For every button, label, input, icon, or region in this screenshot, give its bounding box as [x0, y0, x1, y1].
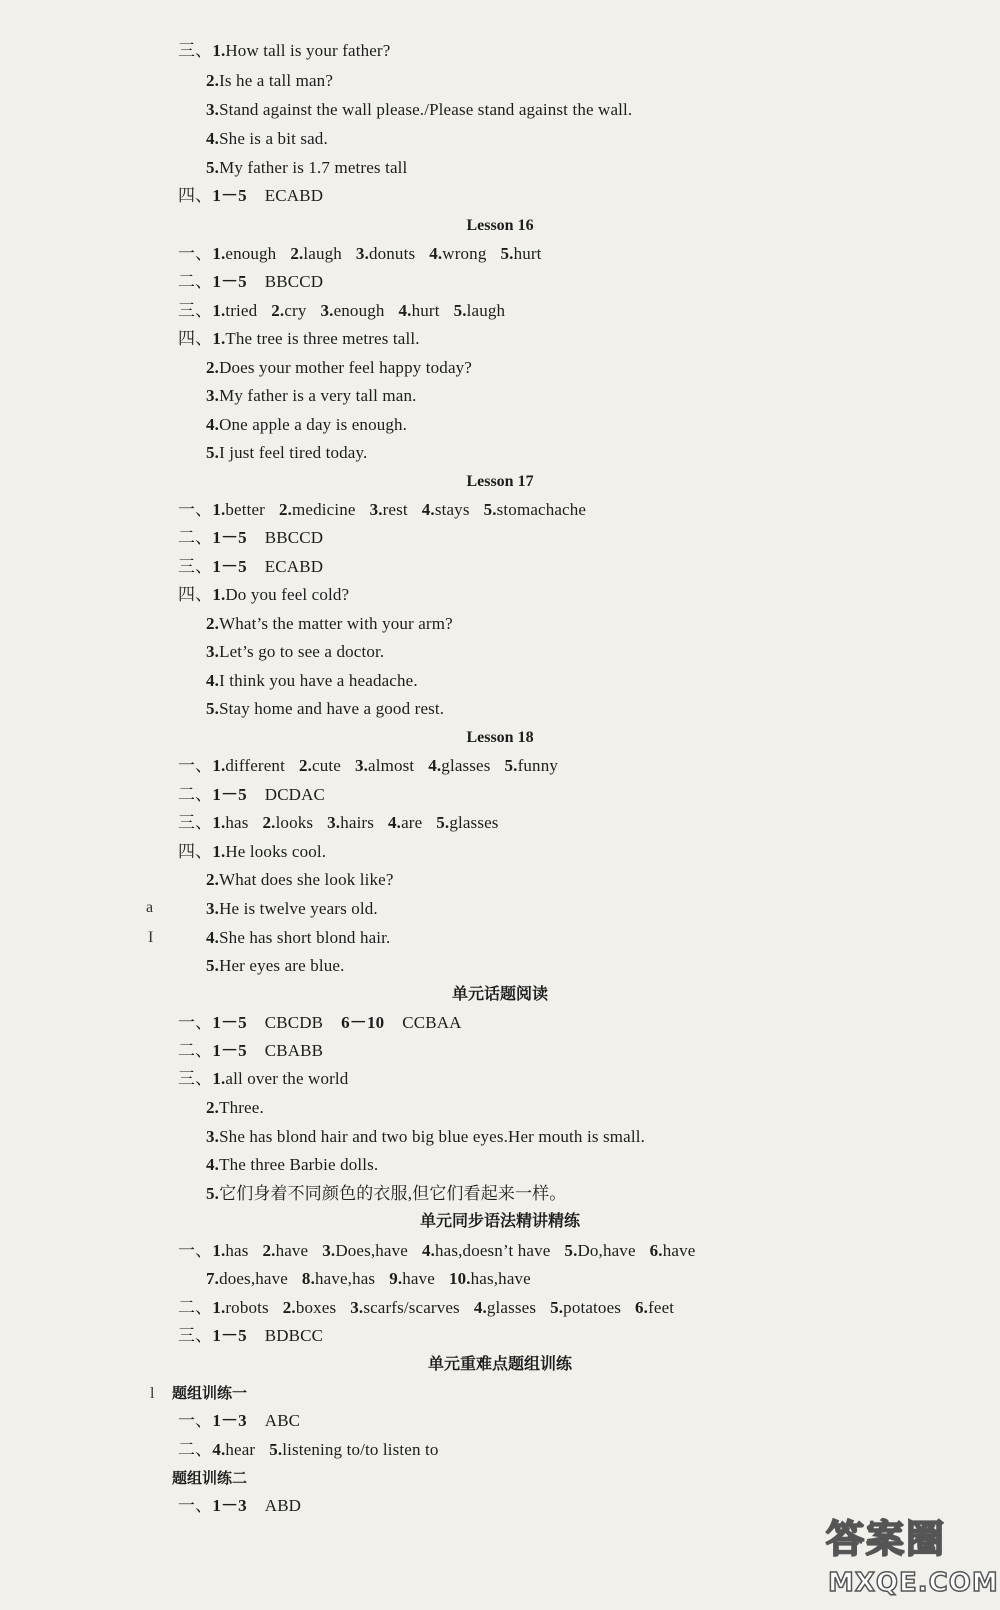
item-number: 4. — [421, 1241, 436, 1260]
answer-item — [321, 301, 385, 320]
answer-item — [212, 813, 248, 832]
answer-item — [501, 244, 542, 263]
answer-line — [178, 1012, 462, 1034]
answer-text: Do you feel cold? — [225, 585, 350, 604]
item-range: 6－10 — [341, 1013, 385, 1032]
answer-text: laugh — [303, 244, 342, 263]
answer-text: wrong — [442, 244, 487, 263]
answer-text: hear — [225, 1440, 256, 1459]
answer-item — [356, 244, 415, 263]
answer-item — [206, 1269, 288, 1288]
answer-text: potatoes — [563, 1298, 622, 1317]
answer-text: My father is a very tall man. — [219, 386, 417, 405]
item-number: 5. — [453, 301, 467, 320]
section-title: 单元同步语法精讲精练 — [419, 1213, 580, 1230]
item-number: 2. — [206, 358, 220, 377]
item-number: 5. — [564, 1241, 578, 1260]
item-number: 4. — [212, 1440, 226, 1459]
watermark-logo — [826, 1508, 999, 1604]
item-number: 1. — [212, 41, 226, 60]
item-number: 5. — [483, 500, 497, 519]
item-number: 2. — [290, 244, 304, 263]
answer-text: glasses — [441, 756, 491, 775]
answer-letters: ECABD — [264, 186, 324, 205]
answer-item — [212, 500, 265, 519]
item-number: 5. — [206, 443, 220, 462]
item-number: 2. — [206, 870, 220, 889]
watermark-bottom-text: MXQE.COM — [828, 1568, 999, 1598]
answer-item — [635, 1298, 674, 1317]
answer-line — [206, 1097, 264, 1119]
section-title: Lesson 17 — [466, 473, 534, 490]
answer-text: One apple a day is enough. — [219, 415, 408, 434]
answer-text: She has blond hair and two big blue eyes.Her mouth is small. — [219, 1127, 645, 1146]
answer-item — [279, 500, 356, 519]
answer-line — [206, 613, 453, 635]
item-number: 2. — [278, 500, 293, 519]
answer-text: Let’s go to see a doctor. — [219, 642, 385, 661]
answer-line — [206, 641, 384, 663]
answer-letters: CBCDB — [264, 1013, 324, 1032]
answer-item — [322, 1241, 408, 1260]
answer-line — [178, 243, 542, 265]
answer-item — [388, 813, 422, 832]
section-number: 三、 — [178, 557, 213, 577]
answer-item — [355, 756, 414, 775]
section-number: 二、 — [178, 1440, 213, 1460]
item-number: 4. — [206, 928, 220, 947]
answer-item — [302, 1269, 375, 1288]
section-number: 一、 — [178, 1241, 213, 1261]
answer-line — [178, 271, 323, 293]
section-number: 四、 — [178, 842, 213, 862]
answer-text: boxes — [295, 1298, 337, 1317]
item-number: 1. — [212, 301, 226, 320]
item-number: 5. — [504, 756, 518, 775]
answer-line — [178, 812, 499, 834]
item-number: 3. — [355, 244, 369, 263]
answer-item — [389, 1269, 435, 1288]
answer-line — [178, 784, 325, 806]
item-range: 1－5 — [212, 528, 247, 547]
answer-line — [178, 1068, 348, 1090]
item-number: 2. — [282, 1298, 296, 1317]
section-number: 二、 — [178, 1041, 213, 1061]
item-number: 3. — [350, 1298, 364, 1317]
item-number: 1. — [212, 500, 226, 519]
answer-line — [178, 584, 349, 606]
item-number: 4. — [428, 756, 442, 775]
item-number: 4. — [398, 301, 412, 320]
answer-text: funny — [517, 756, 558, 775]
item-number: 2. — [262, 1241, 276, 1260]
answer-item — [271, 301, 306, 320]
item-number: 5. — [269, 1440, 283, 1459]
answer-line — [206, 927, 390, 949]
answer-item — [212, 1241, 248, 1260]
section-number: 二、 — [178, 272, 213, 292]
item-number: 2. — [262, 813, 276, 832]
answer-line — [206, 128, 328, 150]
answer-item — [350, 1298, 460, 1317]
answer-text: 它们身着不同颜色的衣服,但它们看起来一样。 — [219, 1184, 567, 1203]
answer-text: tried — [225, 301, 258, 320]
item-range: 1－5 — [212, 186, 247, 205]
item-number: 1. — [212, 244, 226, 263]
section-title: 单元话题阅读 — [451, 986, 548, 1003]
answer-text: Three. — [219, 1098, 264, 1117]
section-number: 一、 — [178, 1411, 213, 1431]
answer-line — [178, 328, 420, 350]
item-number: 1. — [212, 585, 226, 604]
answer-line — [206, 698, 444, 720]
item-number: 4. — [421, 500, 435, 519]
answer-letters: DCDAC — [264, 785, 326, 804]
section-number: 三、 — [178, 1326, 213, 1346]
answer-item — [263, 1241, 309, 1260]
answer-text: She is a bit sad. — [219, 129, 328, 148]
answer-line — [178, 1297, 674, 1319]
section-number: 三、 — [178, 813, 213, 833]
item-range: 1－5 — [212, 1326, 247, 1345]
item-number: 1. — [212, 329, 226, 348]
answer-text: has,have — [470, 1269, 531, 1288]
margin-mark: a — [146, 899, 154, 916]
answer-line — [206, 1154, 378, 1176]
item-number: 1. — [212, 842, 226, 861]
item-number: 5. — [436, 813, 450, 832]
answer-line — [178, 1325, 323, 1347]
margin-mark: I — [148, 929, 154, 946]
answer-text: What does she look like? — [219, 870, 394, 889]
answer-text: donuts — [368, 244, 416, 263]
item-number: 1. — [212, 1298, 226, 1317]
answer-line — [206, 955, 344, 977]
item-range: 1－5 — [212, 1013, 247, 1032]
item-number: 3. — [322, 1241, 336, 1260]
answer-text: are — [401, 813, 423, 832]
item-number: 3. — [206, 386, 220, 405]
answer-item — [263, 813, 314, 832]
answer-item — [283, 1298, 336, 1317]
section-number: 二、 — [178, 785, 213, 805]
answer-item — [212, 1440, 255, 1459]
answer-line — [178, 1495, 301, 1517]
answer-line — [178, 185, 323, 207]
margin-mark: l — [150, 1385, 155, 1402]
item-number: 4. — [429, 244, 443, 263]
item-range: 1－5 — [212, 1041, 247, 1060]
answer-text: I think you have a headache. — [219, 671, 418, 690]
answer-text: robots — [225, 1298, 269, 1317]
answer-item — [212, 756, 285, 775]
item-number: 10. — [448, 1269, 471, 1288]
watermark-top-text: 答案圈 — [826, 1517, 947, 1561]
answer-item — [299, 756, 341, 775]
answer-item — [474, 1298, 536, 1317]
item-number: 4. — [206, 671, 220, 690]
answer-letters: BDBCC — [264, 1326, 324, 1345]
answer-letters: ABD — [264, 1496, 302, 1515]
item-number: 5. — [206, 158, 220, 177]
answer-item — [454, 301, 506, 320]
answer-item — [327, 813, 374, 832]
answer-line — [178, 841, 326, 863]
answer-text: almost — [368, 756, 415, 775]
answer-text: stays — [434, 500, 470, 519]
answer-line — [206, 898, 378, 920]
item-range: 1－3 — [212, 1496, 247, 1515]
item-number: 4. — [206, 415, 220, 434]
answer-text: The tree is three metres tall. — [225, 329, 420, 348]
item-number: 9. — [389, 1269, 403, 1288]
item-number: 5. — [206, 956, 220, 975]
answer-line — [206, 1126, 645, 1148]
answer-text: has — [225, 813, 249, 832]
item-range: 1－5 — [212, 272, 247, 291]
item-range: 1－3 — [212, 1411, 247, 1430]
answer-text: better — [225, 500, 265, 519]
answer-line — [206, 670, 418, 692]
item-number: 3. — [327, 813, 341, 832]
answer-text: have — [402, 1269, 435, 1288]
item-number: 1. — [212, 1069, 226, 1088]
answer-item — [212, 244, 276, 263]
answer-item — [212, 301, 257, 320]
section-number: 四、 — [178, 186, 213, 206]
section-number: 三、 — [178, 1069, 213, 1089]
item-number: 5. — [500, 244, 514, 263]
item-number: 8. — [301, 1269, 315, 1288]
answer-text: have — [662, 1241, 696, 1260]
answer-line — [206, 385, 417, 407]
item-range: 1－5 — [212, 785, 247, 804]
item-number: 2. — [298, 756, 313, 775]
answer-line — [178, 300, 505, 322]
group-heading: 题组训练一 — [172, 1384, 248, 1402]
answer-text: Stand against the wall please./Please stand against the wall. — [219, 100, 633, 119]
item-number: 6. — [635, 1298, 649, 1317]
section-number: 四、 — [178, 329, 213, 349]
item-number: 5. — [206, 699, 220, 718]
answer-line — [206, 157, 407, 179]
item-number: 1. — [212, 756, 226, 775]
answer-item — [422, 1241, 550, 1260]
answer-item — [564, 1241, 635, 1260]
section-number: 一、 — [178, 500, 213, 520]
answer-line — [206, 70, 333, 92]
answer-line — [206, 99, 632, 121]
answer-item — [650, 1241, 696, 1260]
answer-text: hairs — [340, 813, 375, 832]
answer-text: cry — [284, 301, 307, 320]
item-number: 3. — [369, 500, 383, 519]
answer-text: medicine — [292, 500, 356, 519]
item-number: 4. — [473, 1298, 487, 1317]
answer-text: rest — [382, 500, 408, 519]
answer-line — [206, 1183, 566, 1205]
answer-text: hurt — [411, 301, 440, 320]
answer-text: The three Barbie dolls. — [219, 1155, 379, 1174]
answer-line — [206, 869, 394, 891]
group-heading: 题组训练二 — [172, 1469, 248, 1487]
section-title: Lesson 18 — [466, 729, 534, 746]
answer-line — [178, 556, 323, 578]
answer-letters: ECABD — [264, 557, 324, 576]
item-number: 3. — [206, 899, 220, 918]
section-number: 二、 — [178, 528, 213, 548]
answer-text: have — [275, 1241, 309, 1260]
item-number: 2. — [271, 301, 285, 320]
answer-item — [429, 244, 486, 263]
answer-line — [178, 499, 586, 521]
answer-text: Stay home and have a good rest. — [219, 699, 445, 718]
section-number: 一、 — [178, 1496, 213, 1516]
answer-item — [422, 500, 470, 519]
answer-text: cute — [312, 756, 341, 775]
answer-item — [370, 500, 408, 519]
answer-text: What’s the matter with your arm? — [219, 614, 453, 633]
answer-text: does,have — [219, 1269, 288, 1288]
answer-text: all over the world — [225, 1069, 349, 1088]
answer-text: My father is 1.7 metres tall — [219, 158, 408, 177]
section-title: 单元重难点题组训练 — [427, 1356, 572, 1373]
item-number: 3. — [206, 100, 220, 119]
answer-text: She has short blond hair. — [219, 928, 391, 947]
answer-text: different — [225, 756, 285, 775]
answer-item — [399, 301, 440, 320]
answer-text: has — [225, 1241, 249, 1260]
answer-item — [436, 813, 498, 832]
answer-line — [178, 1040, 323, 1062]
answer-text: Is he a tall man? — [219, 71, 334, 90]
item-number: 4. — [206, 129, 220, 148]
section-number: 三、 — [178, 301, 213, 321]
answer-line — [178, 527, 323, 549]
section-number: 四、 — [178, 585, 213, 605]
item-range: 1－5 — [212, 557, 247, 576]
answer-item — [290, 244, 342, 263]
answer-text: laugh — [466, 301, 506, 320]
answer-line — [206, 414, 407, 436]
answer-line — [178, 1410, 300, 1432]
answer-text: scarfs/scarves — [363, 1298, 460, 1317]
answer-item — [428, 756, 490, 775]
answer-text: enough — [333, 301, 385, 320]
answer-text: Her eyes are blue. — [219, 956, 345, 975]
section-number: 一、 — [178, 756, 213, 776]
answer-text: glasses — [449, 813, 499, 832]
answer-text: He is twelve years old. — [219, 899, 378, 918]
answer-text: has,doesn’t have — [435, 1241, 551, 1260]
answer-letters: BBCCD — [264, 528, 324, 547]
section-number: 三、 — [178, 41, 213, 61]
answer-item — [269, 1440, 438, 1459]
answer-text: Does,have — [335, 1241, 408, 1260]
answer-line — [206, 442, 367, 464]
item-number: 1. — [212, 1241, 226, 1260]
answer-text: enough — [225, 244, 277, 263]
item-number: 3. — [206, 642, 220, 661]
item-number: 5. — [206, 1184, 220, 1203]
answer-line — [178, 1240, 695, 1262]
answer-item — [550, 1298, 621, 1317]
answer-item — [484, 500, 587, 519]
answer-text: How tall is your father? — [225, 41, 391, 60]
answer-letters: CBABB — [264, 1041, 324, 1060]
answer-line — [206, 357, 472, 379]
item-number: 7. — [206, 1269, 220, 1288]
item-number: 3. — [320, 301, 334, 320]
item-number: 2. — [206, 1098, 220, 1117]
answer-letters: BBCCD — [264, 272, 324, 291]
section-title: Lesson 16 — [466, 217, 534, 234]
answer-line — [206, 1268, 531, 1290]
answer-text: glasses — [486, 1298, 537, 1317]
answer-line — [178, 1439, 439, 1461]
answer-text: Do,have — [577, 1241, 636, 1260]
answer-text: stomachache — [496, 500, 587, 519]
section-number: 一、 — [178, 244, 213, 264]
answer-text: looks — [275, 813, 314, 832]
answer-text: I just feel tired today. — [219, 443, 368, 462]
answer-text: feet — [648, 1298, 675, 1317]
answer-item — [212, 1298, 268, 1317]
item-number: 2. — [206, 614, 220, 633]
item-number: 4. — [388, 813, 402, 832]
answer-text: hurt — [513, 244, 542, 263]
item-number: 5. — [550, 1298, 564, 1317]
answer-text: have,has — [314, 1269, 376, 1288]
item-number: 3. — [354, 756, 368, 775]
section-number: 一、 — [178, 1013, 213, 1033]
answer-letters: ABC — [264, 1411, 301, 1430]
answer-letters: CCBAA — [402, 1013, 462, 1032]
item-number: 6. — [649, 1241, 663, 1260]
answer-line — [178, 755, 558, 777]
answer-line — [178, 40, 390, 62]
item-number: 3. — [206, 1127, 220, 1146]
answer-text: Does your mother feel happy today? — [219, 358, 472, 377]
answer-text: listening to/to listen to — [282, 1440, 439, 1459]
answer-item — [449, 1269, 531, 1288]
answer-item — [505, 756, 558, 775]
answer-text: He looks cool. — [225, 842, 327, 861]
section-number: 二、 — [178, 1298, 213, 1318]
item-number: 4. — [206, 1155, 220, 1174]
item-number: 2. — [206, 71, 220, 90]
item-number: 1. — [212, 813, 226, 832]
